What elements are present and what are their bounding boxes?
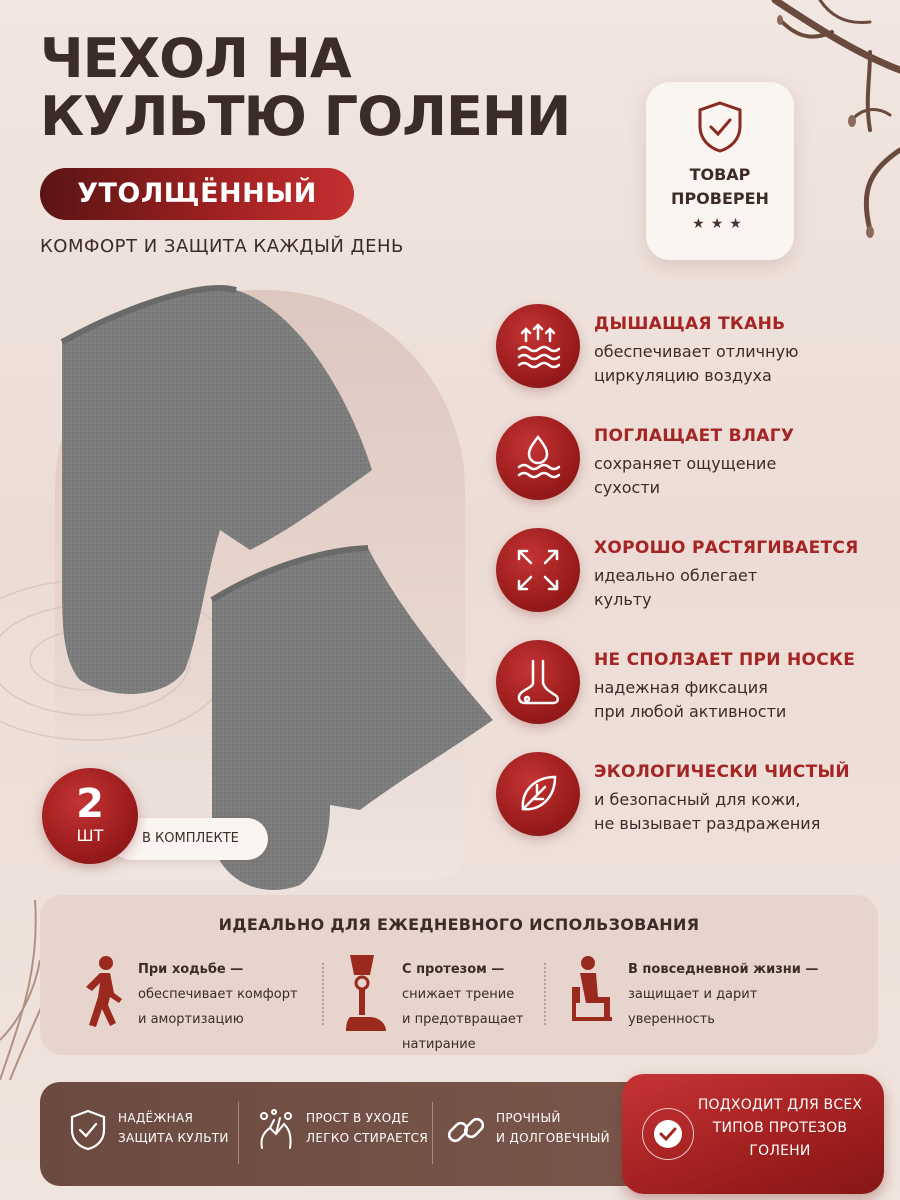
divider xyxy=(322,963,324,1025)
feature-desc-line: сохраняет ощущение xyxy=(594,454,777,473)
feature-item xyxy=(496,640,896,740)
benefit-line: И ДОЛГОВЕЧНЫЙ xyxy=(496,1131,610,1145)
feature-title: ЭКОЛОГИЧЕСКИ ЧИСТЫЙ xyxy=(594,762,850,782)
feature-item xyxy=(496,304,896,404)
sitting-person-icon xyxy=(566,953,618,1037)
feature-desc-line: обеспечивает отличную xyxy=(594,342,799,361)
benefit-line: ПРОСТ В УХОДЕ xyxy=(306,1111,410,1125)
stretch-arrows-icon xyxy=(515,547,561,593)
feature-desc xyxy=(594,452,894,500)
feature-desc xyxy=(594,564,894,612)
title-line-2: КУЛЬТЮ ГОЛЕНИ xyxy=(40,85,571,148)
subtitle-badge: УТОЛЩЁННЫЙ xyxy=(40,168,354,220)
feature-item xyxy=(496,528,896,628)
prosthesis-icon xyxy=(340,953,392,1037)
feature-desc-line: культу xyxy=(594,590,652,609)
compatibility-card xyxy=(622,1074,884,1194)
page-title xyxy=(40,27,640,148)
benefit-item xyxy=(66,1104,246,1164)
feature-title: ПОГЛАЩАЕТ ВЛАГУ xyxy=(594,426,795,446)
kit-label: В КОМПЛЕКТЕ xyxy=(110,818,268,860)
usage-line: защищает и дарит xyxy=(628,987,758,1002)
feature-desc-line: при любой активности xyxy=(594,702,787,721)
feature-item xyxy=(496,752,896,852)
divider xyxy=(432,1102,433,1164)
leaf-icon xyxy=(515,771,561,817)
feature-desc-line: надежная фиксация xyxy=(594,678,768,697)
feature-desc xyxy=(594,340,894,388)
breathable-icon xyxy=(513,321,563,371)
compat-line: ГОЛЕНИ xyxy=(749,1143,811,1159)
walking-person-icon xyxy=(76,953,128,1037)
title-line-1: ЧЕХОЛ НА xyxy=(40,27,351,90)
feature-desc-line: идеально облегает xyxy=(594,566,758,585)
usage-bold: При ходьбе — xyxy=(138,962,244,977)
benefit-line: ЗАЩИТА КУЛЬТИ xyxy=(118,1131,229,1145)
shield-check-icon xyxy=(696,100,744,154)
usage-item-walking xyxy=(76,953,326,1043)
feature-desc xyxy=(594,788,894,836)
usage-item-prosthesis xyxy=(340,953,560,1052)
benefit-item xyxy=(254,1104,454,1164)
usage-panel xyxy=(40,895,878,1055)
verified-line-1: ТОВАР xyxy=(689,165,751,184)
divider xyxy=(544,963,546,1025)
usage-bold: С протезом — xyxy=(402,962,505,977)
tagline: КОМФОРТ И ЗАЩИТА КАЖДЫЙ ДЕНЬ xyxy=(40,236,404,257)
benefit-line: НАДЁЖНАЯ xyxy=(118,1111,194,1125)
feature-item xyxy=(496,416,896,516)
usage-line: обеспечивает комфорт xyxy=(138,987,298,1002)
chain-link-icon xyxy=(444,1108,488,1152)
shield-check-icon xyxy=(66,1108,110,1152)
feature-title: ДЫШАЩАЯ ТКАНЬ xyxy=(594,314,786,334)
usage-line: и амортизацию xyxy=(138,1012,244,1027)
benefit-line: ПРОЧНЫЙ xyxy=(496,1111,561,1125)
benefits-bar xyxy=(40,1082,680,1186)
feature-desc-line: сухости xyxy=(594,478,661,497)
kit-count-badge xyxy=(42,768,138,864)
rating-stars: ★★★ xyxy=(692,215,748,231)
feature-title: ХОРОШО РАСТЯГИВАЕТСЯ xyxy=(594,538,859,558)
check-circle-icon xyxy=(652,1118,684,1150)
divider xyxy=(238,1102,239,1164)
moisture-drop-icon xyxy=(513,433,563,483)
usage-line: натирание xyxy=(402,1037,476,1052)
benefit-item xyxy=(444,1104,644,1164)
compat-line: ПОДХОДИТ ДЛЯ ВСЕХ xyxy=(697,1097,863,1113)
usage-line: уверенность xyxy=(628,1012,715,1027)
foot-icon xyxy=(513,657,563,707)
feature-desc-line: не вызывает раздражения xyxy=(594,814,821,833)
usage-line: и предотвращает xyxy=(402,1012,524,1027)
kit-count: 2 xyxy=(76,781,104,827)
feature-desc-line: и безопасный для кожи, xyxy=(594,790,801,809)
usage-title: ИДЕАЛЬНО ДЛЯ ЕЖЕДНЕВНОГО ИСПОЛЬЗОВАНИЯ xyxy=(218,915,700,934)
feature-desc-line: циркуляцию воздуха xyxy=(594,366,772,385)
verified-line-2: ПРОВЕРЕН xyxy=(671,189,769,208)
benefit-line: ЛЕГКО СТИРАЕТСЯ xyxy=(306,1131,428,1145)
verified-card xyxy=(646,82,794,260)
washing-hands-icon xyxy=(254,1108,298,1152)
usage-bold: В повседневной жизни — xyxy=(628,962,819,977)
compat-line: ТИПОВ ПРОТЕЗОВ xyxy=(712,1120,848,1136)
kit-unit: ШТ xyxy=(76,826,104,845)
feature-title: НЕ СПОЛЗАЕТ ПРИ НОСКЕ xyxy=(594,650,856,670)
usage-item-daily xyxy=(566,953,856,1043)
feature-desc xyxy=(594,676,894,724)
usage-line: снижает трение xyxy=(402,987,515,1002)
